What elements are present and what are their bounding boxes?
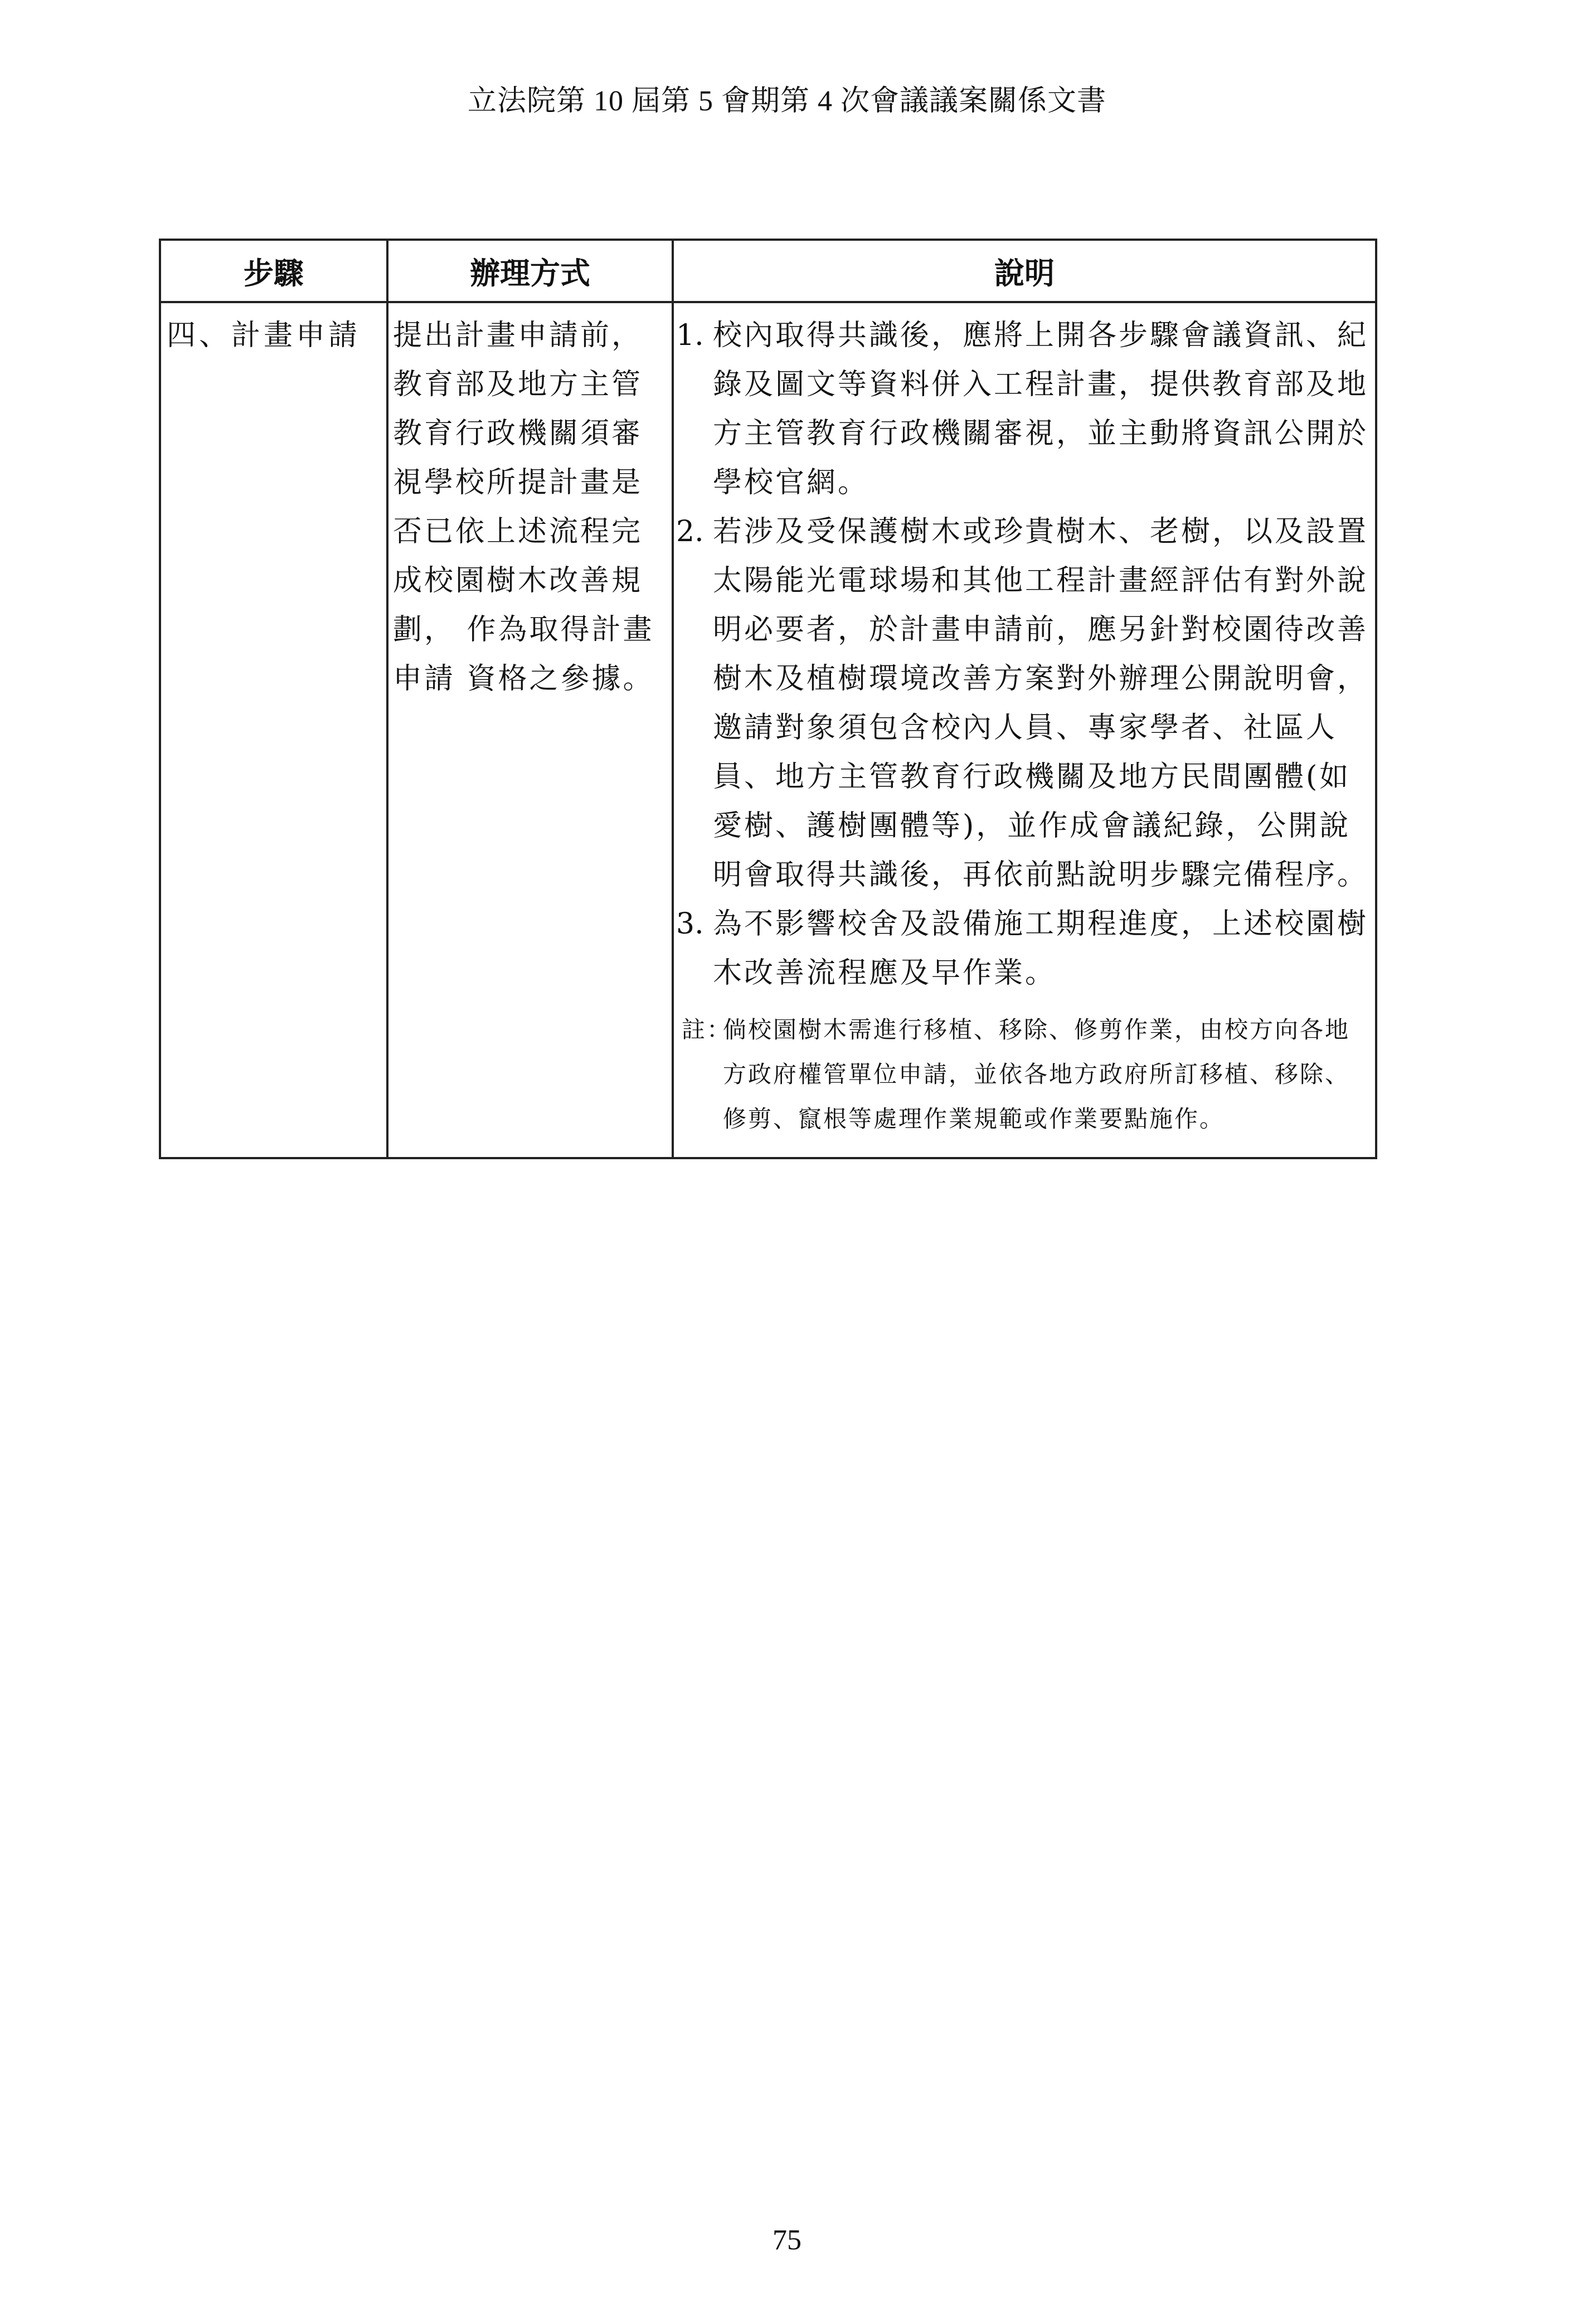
item-number: 3. [676,907,704,941]
item-text: 校內取得共識後，應將上開各步驟會議資訊、紀錄及圖文等資料併入工程計畫，提供教育部及地方主管教育行政機關審視，並主動將資訊公開於學校官網。 [713,319,1369,499]
explanation-item-3 [676,900,1372,998]
header-explanation: 說明 [673,240,1376,302]
header-method: 辦理方式 [387,240,673,302]
table-header-row [160,240,1376,302]
table-row [160,302,1376,1158]
explanation-item-1 [676,311,1372,507]
header-step: 步驟 [160,240,387,302]
explanation-item-2 [676,507,1372,900]
item-number: 1. [676,319,704,352]
item-number: 2. [676,515,704,548]
explanation-cell [673,302,1376,1158]
page-header: 立法院第 10 屆第 5 會期第 4 次會議議案關係文書 [467,85,1106,117]
step-cell: 四、計畫申請 [160,302,387,1158]
item-text: 若涉及受保護樹木或珍貴樹木、老樹，以及設置太陽能光電球場和其他工程計畫經評估有對外說明必要者，於計畫申請前，應另針對校園待改善樹木及植樹環境改善方案對外辦理公開說明會，邀請對象須包含校內人員、專家學者、社區人員、地方主管教育行政機關及地方民間團體(如愛樹、護樹團體等)，並作成會議紀錄，公開說明會取得共識後，再依前點說明步驟完備程序。 [713,515,1369,892]
note-text: 倘校園樹木需進行移植、移除、修剪作業，由校方向各地方政府權管單位申請，並依各地方政府所訂移植、移除、修剪、竄根等處理作業規範或作業要點施作。 [723,1016,1350,1132]
item-text: 為不影響校舍及設備施工期程進度，上述校園樹木改善流程應及早作業。 [713,907,1369,990]
note-label: 註： [682,1016,732,1043]
procedure-table [159,239,1377,1159]
method-cell: 提出計畫申請前，教育部及地方主管教育行政機關須審視學校所提計畫是否已依上述流程完成校園樹木改善規劃， 作為取得計畫申請 資格之參據。 [387,302,673,1158]
explanation-note [676,1008,1372,1141]
page-number: 75 [773,2224,801,2256]
